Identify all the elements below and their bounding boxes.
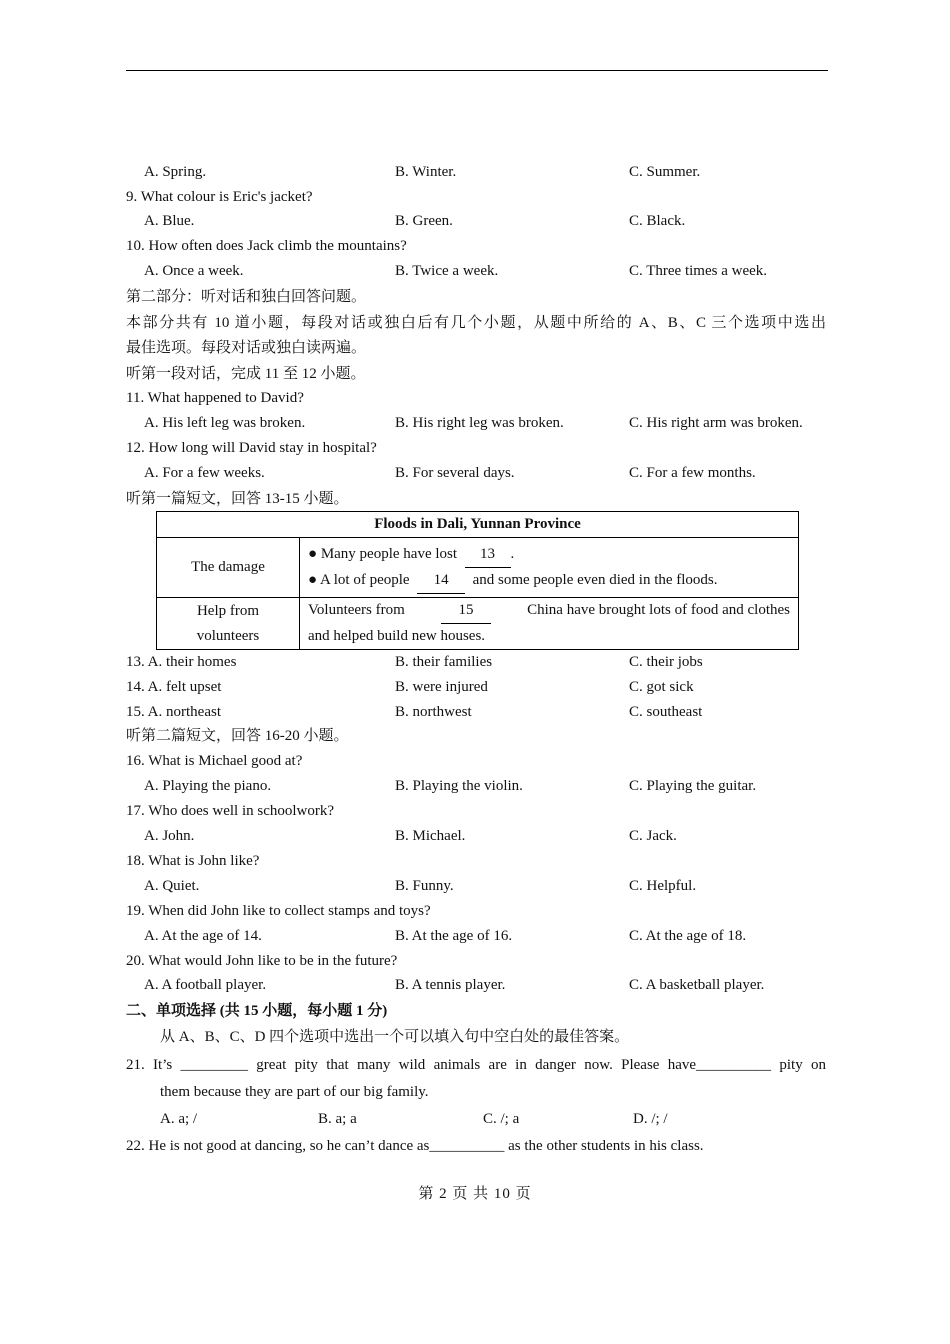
q13-option-b: B. their families [395, 654, 493, 670]
q21-line2: them because they are part of our big family. [160, 1084, 429, 1100]
damage-bullet-1 [308, 542, 790, 568]
q12-option-a: A. For a few weeks. [144, 465, 265, 481]
q18-option-c: C. Helpful. [629, 878, 697, 894]
passage1-intro: 听第一篇短文，回答 13-15 小题。 [126, 491, 349, 507]
q20-option-a: A. A football player. [144, 977, 267, 993]
q13-option-a: 13. A. their homes [126, 654, 237, 670]
q10-option-a: A. Once a week. [144, 263, 244, 279]
q17-option-a: A. John. [144, 828, 195, 844]
q21-line1: 21. It’s _________ great pity that many wild animals are in danger now. Please have__________ pity on [126, 1057, 826, 1073]
volunteers-label-line1: Help from [196, 602, 260, 619]
q10-option-c: C. Three times a week. [629, 263, 768, 279]
q18-stem: 18. What is John like? [126, 853, 260, 869]
volunteers-text-after: China have brought lots of food and clothes [527, 602, 790, 618]
q20-stem: 20. What would John like to be in the future? [126, 953, 398, 969]
volunteers-label-line2: volunteers [196, 627, 260, 644]
q11-stem: 11. What happened to David? [126, 390, 304, 406]
q14-option-c: C. got sick [629, 679, 694, 695]
passage2-intro: 听第二篇短文，回答 16-20 小题。 [126, 728, 349, 744]
q20-option-c: C. A basketball player. [629, 977, 765, 993]
q17-option-c: C. Jack. [629, 828, 677, 844]
q16-option-a: A. Playing the piano. [144, 778, 272, 794]
q12-stem: 12. How long will David stay in hospital? [126, 440, 377, 456]
q11-option-c: C. His right arm was broken. [629, 415, 803, 431]
q21-option-c: C. /; a [483, 1111, 520, 1127]
damage-content [300, 538, 799, 598]
floods-table [156, 511, 799, 650]
q19-option-c: C. At the age of 18. [629, 928, 747, 944]
q9-stem: 9. What colour is Eric's jacket? [126, 189, 313, 205]
q14-option-a: 14. A. felt upset [126, 679, 222, 695]
q17-stem: 17. Who does well in schoolwork? [126, 803, 335, 819]
blank-14[interactable]: 14 [417, 568, 465, 594]
q13-option-c: C. their jobs [629, 654, 703, 670]
q22-stem: 22. He is not good at dancing, so he can’t dance as__________ as the other students in his class. [126, 1138, 704, 1154]
blank-13[interactable]: 13 [465, 542, 511, 568]
q10-stem: 10. How often does Jack climb the mountains? [126, 238, 407, 254]
table-title: Floods in Dali, Yunnan Province [157, 512, 799, 538]
q9-option-b: B. Green. [395, 213, 453, 229]
q21-option-a: A. a; / [160, 1111, 198, 1127]
blank-15[interactable]: 15 [441, 598, 491, 624]
q11-option-a: A. His left leg was broken. [144, 415, 306, 431]
damage-label: The damage [157, 538, 300, 598]
part2-instruction-line1: 本部分共有 10 道小题，每段对话或独白后有几个小题，从题中所给的 A、B、C 三个选项中选出 [126, 315, 826, 331]
q8-option-c: C. Summer. [629, 164, 701, 180]
volunteers-content [300, 598, 799, 650]
q17-option-b: B. Michael. [395, 828, 466, 844]
section2-instruction: 从 A、B、C、D 四个选项中选出一个可以填入句中空白处的最佳答案。 [160, 1029, 630, 1045]
q21-option-b: B. a; a [318, 1111, 357, 1127]
q8-option-a: A. Spring. [144, 164, 207, 180]
volunteers-line1 [308, 598, 790, 624]
q11-option-b: B. His right leg was broken. [395, 415, 564, 431]
volunteers-line2: and helped build new houses. [308, 628, 486, 644]
q8-option-b: B. Winter. [395, 164, 457, 180]
q19-option-a: A. At the age of 14. [144, 928, 262, 944]
volunteers-label [157, 598, 300, 650]
page-number: 第 2 页 共 10 页 [418, 1186, 532, 1202]
bullet-icon: ● [308, 545, 318, 562]
damage-bullet-1-end: . [510, 545, 515, 562]
q15-option-c: C. southeast [629, 704, 703, 720]
q9-option-a: A. Blue. [144, 213, 195, 229]
bullet-icon: ● [308, 571, 318, 588]
q16-stem: 16. What is Michael good at? [126, 753, 303, 769]
q14-option-b: B. were injured [395, 679, 488, 695]
damage-bullet-2 [308, 568, 790, 594]
q15-option-a: 15. A. northeast [126, 704, 221, 720]
q16-option-b: B. Playing the violin. [395, 778, 523, 794]
part2-heading: 第二部分：听对话和独白回答问题。 [126, 289, 367, 305]
q21-option-d: D. /; / [633, 1111, 668, 1127]
volunteers-text-before: Volunteers from [308, 602, 405, 618]
q18-option-a: A. Quiet. [144, 878, 200, 894]
q12-option-b: B. For several days. [395, 465, 515, 481]
damage-bullet-1-text: Many people have lost [320, 545, 458, 562]
q20-option-b: B. A tennis player. [395, 977, 506, 993]
q19-stem: 19. When did John like to collect stamps and toys? [126, 903, 431, 919]
q16-option-c: C. Playing the guitar. [629, 778, 757, 794]
q9-option-c: C. Black. [629, 213, 686, 229]
q18-option-b: B. Funny. [395, 878, 454, 894]
damage-bullet-2-text: A lot of people [320, 571, 410, 588]
section2-heading: 二、单项选择 (共 15 小题，每小题 1 分) [126, 1003, 388, 1019]
damage-bullet-2-end: and some people even died in the floods. [472, 571, 718, 588]
q15-option-b: B. northwest [395, 704, 472, 720]
header-rule [126, 70, 828, 71]
q19-option-b: B. At the age of 16. [395, 928, 513, 944]
q12-option-c: C. For a few months. [629, 465, 756, 481]
part2-instruction-line2: 最佳选项。每段对话或独白读两遍。 [126, 340, 367, 356]
q10-option-b: B. Twice a week. [395, 263, 499, 279]
dialogue1-intro: 听第一段对话，完成 11 至 12 小题。 [126, 366, 366, 382]
